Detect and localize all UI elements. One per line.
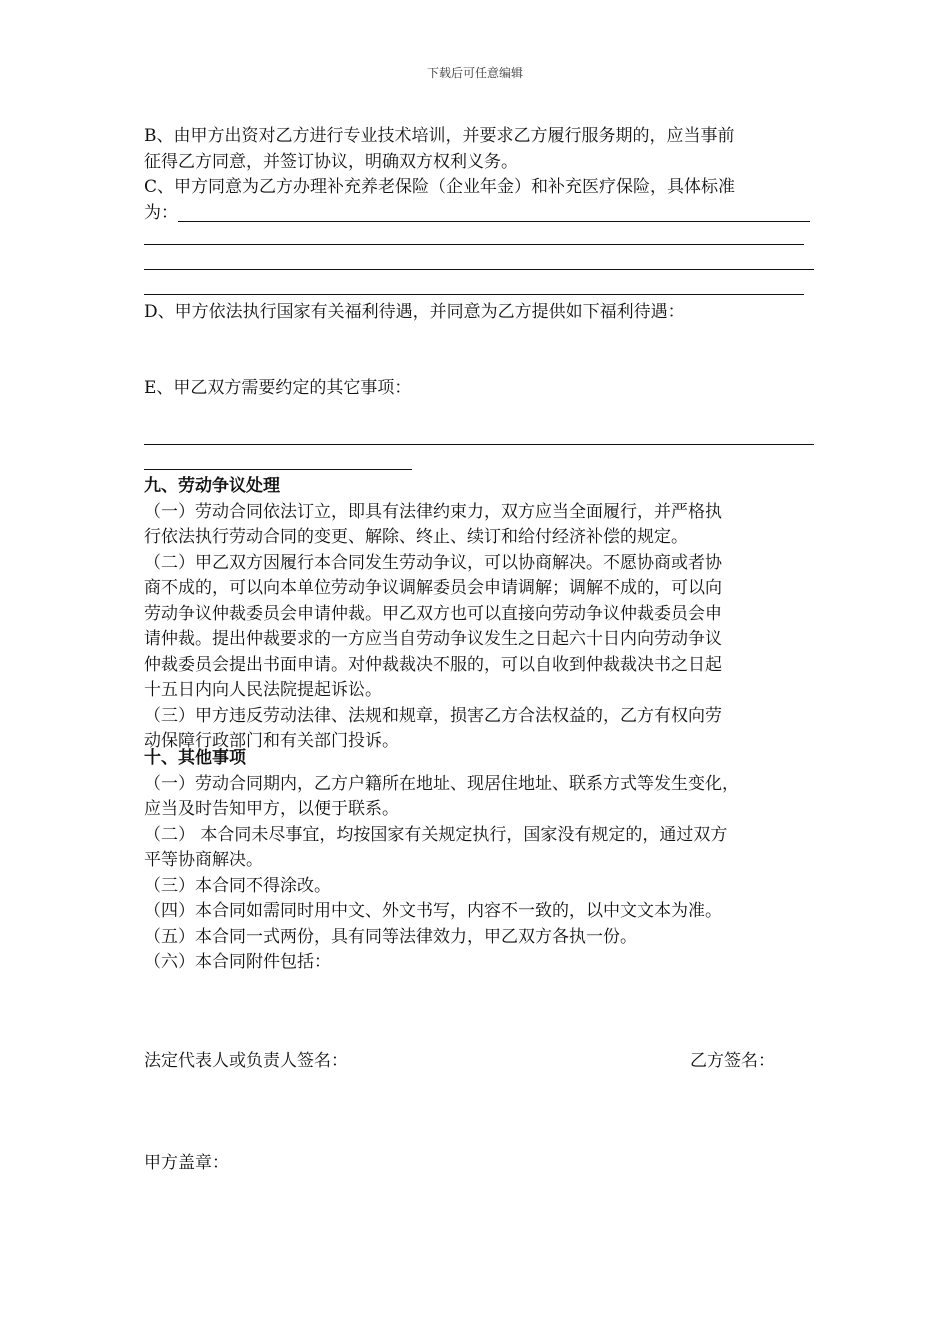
clause-d xyxy=(144,300,814,326)
section-10 xyxy=(144,746,814,976)
section-9-line: （二）甲乙双方因履行本合同发生劳动争议，可以协商解决。不愿协商或者协 xyxy=(144,552,722,573)
clause-e xyxy=(144,376,814,402)
section-10-line: （五）本合同一式两份，具有同等法律效力，甲乙双方各执一份。 xyxy=(144,926,637,947)
section-9-line: （三）甲方违反劳动法律、法规和规章，损害乙方合法权益的，乙方有权向劳 xyxy=(144,705,722,726)
page-header: 下载后可任意编辑 xyxy=(426,66,523,80)
section-10-line: （一）劳动合同期内，乙方户籍所在地址、现居住地址、联系方式等发生变化， xyxy=(144,773,739,794)
section-9-line: （一）劳动合同依法订立，即具有法律约束力，双方应当全面履行，并严格执 xyxy=(144,501,722,522)
section-10-line: （二） 本合同未尽事宜，均按国家有关规定执行，国家没有规定的，通过双方 xyxy=(144,824,728,845)
section-10-title: 十、其他事项 xyxy=(144,748,246,768)
clause-b-line-2: 征得乙方同意，并签订协议，明确双方权利义务。 xyxy=(144,151,518,172)
fill-in-line xyxy=(144,294,804,295)
section-10-line: （四）本合同如需同时用中文、外文书写，内容不一致的，以中文文本为准。 xyxy=(144,901,722,921)
clause-b xyxy=(144,124,814,175)
fill-in-line xyxy=(144,269,814,270)
clause-b-line-1: B、由甲方出资对乙方进行专业技术培训，并要求乙方履行服务期的，应当事前 xyxy=(144,126,735,146)
clause-e-text: E、甲乙双方需要约定的其它事项： xyxy=(144,378,412,398)
section-10-line: （六）本合同附件包括： xyxy=(144,952,331,972)
section-9-line: 请仲裁。提出仲裁要求的一方应当自劳动争议发生之日起六十日内向劳动争议 xyxy=(144,629,722,649)
clause-c-line-2 xyxy=(144,201,814,227)
clause-c-line-1: C、甲方同意为乙方办理补充养老保险（企业年金）和补充医疗保险，具体标准 xyxy=(144,177,736,197)
fill-in-line xyxy=(144,469,412,470)
clause-d-text: D、甲方依法执行国家有关福利待遇，并同意为乙方提供如下福利待遇： xyxy=(144,302,685,322)
fill-in-line xyxy=(178,203,810,222)
section-9-line: 十五日内向人民法院提起诉讼。 xyxy=(144,680,382,700)
legal-rep-signature-label: 法定代表人或负责人签名： xyxy=(144,1051,348,1071)
section-9-line: 劳动争议仲裁委员会申请仲裁。甲乙双方也可以直接向劳动争议仲裁委员会申 xyxy=(144,603,722,624)
section-9-line: 商不成的，可以向本单位劳动争议调解委员会申请调解；调解不成的，可以向 xyxy=(144,578,722,598)
clause-c xyxy=(144,175,814,226)
party-a-seal-label: 甲方盖章： xyxy=(144,1153,229,1173)
section-9-line: 仲裁委员会提出书面申请。对仲裁裁决不服的，可以自收到仲裁裁决书之日起 xyxy=(144,654,722,675)
clause-c-label: 为： xyxy=(144,202,178,223)
fill-in-line xyxy=(144,444,814,445)
section-9-line: 行依法执行劳动合同的变更、解除、终止、续订和给付经济补偿的规定。 xyxy=(144,527,688,547)
section-10-line: （三）本合同不得涂改。 xyxy=(144,875,331,896)
section-9-title: 九、劳动争议处理 xyxy=(144,476,280,496)
section-9-line: 动保障行政部门和有关部门投诉。 xyxy=(144,731,399,751)
fill-in-line xyxy=(144,244,804,245)
section-9 xyxy=(144,474,814,755)
party-b-signature-label: 乙方签名： xyxy=(690,1051,775,1071)
section-10-line: 平等协商解决。 xyxy=(144,850,263,870)
section-10-line: 应当及时告知甲方，以便于联系。 xyxy=(144,799,399,819)
